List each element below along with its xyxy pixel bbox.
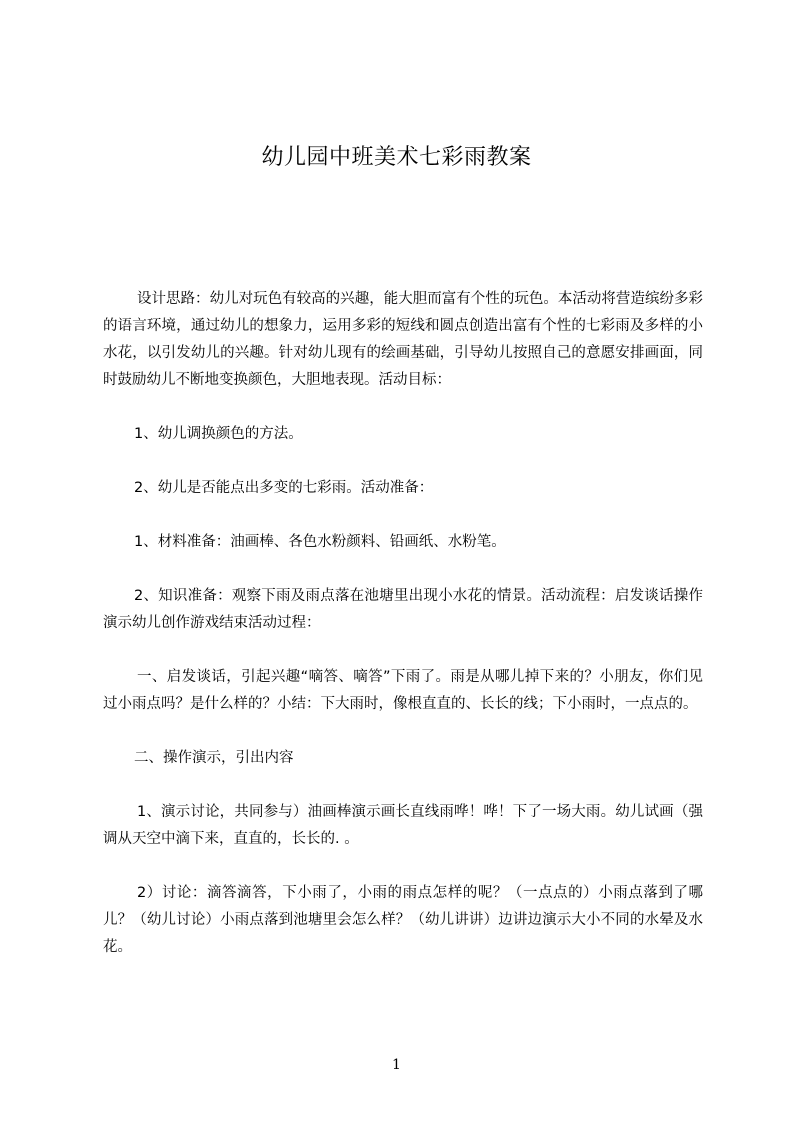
- document-title: 幼儿园中班美术七彩雨教案: [261, 145, 532, 170]
- document-body: [103, 286, 703, 961]
- paragraph-step-2-demo: 1、演示讨论，共同参与）油画棒演示画长直线雨哗！哗！下了一场大雨。幼儿试画（强调从天空中滴下来，直直的，长长的. 。: [103, 804, 703, 847]
- paragraph-step-2-heading: 二、操作演示，引出内容: [134, 750, 294, 766]
- paragraph-prep-materials: 1、材料准备：油画棒、各色水粉颜料、铅画纸、水粉笔。: [134, 534, 506, 550]
- paragraph-step-2-discussion: 2）讨论：滴答滴答，下小雨了，小雨的雨点怎样的呢？（一点点的）小雨点落到了哪儿？（幼儿讨论）小雨点落到池塘里会怎么样？（幼儿讲讲）边讲边演示大小不同的水晕及水花。: [103, 885, 703, 955]
- paragraph-step-1: 一、启发谈话，引起兴趣“嘀答、嘀答”下雨了。雨是从哪儿掉下来的？小朋友，你们见过小雨点吗？是什么样的？小结：下大雨时，像根直直的、长长的线；下小雨时，一点点的。: [103, 669, 703, 712]
- paragraph-goal-2: 2、幼儿是否能点出多变的七彩雨。活动准备：: [134, 480, 434, 496]
- paragraph-prep-knowledge: 2、知识准备：观察下雨及雨点落在池塘里出现小水花的情景。活动流程：启发谈话操作演示幼儿创作游戏结束活动过程：: [103, 588, 703, 631]
- paragraph-goal-1: 1、幼儿调换颜色的方法。: [134, 426, 303, 442]
- paragraph-design-idea: 设计思路：幼儿对玩色有较高的兴趣，能大胆而富有个性的玩色。本活动将营造缤纷多彩的语言环境，通过幼儿的想象力，运用多彩的短线和圆点创造出富有个性的七彩雨及多样的小水花，以引发幼儿的兴趣。针对幼儿现有的绘画基础，引导幼儿按照自己的意愿安排画面，同时鼓励幼儿不断地变换颜色，大胆地表现。活动目标：: [103, 291, 703, 388]
- page-number: 1: [392, 1057, 401, 1073]
